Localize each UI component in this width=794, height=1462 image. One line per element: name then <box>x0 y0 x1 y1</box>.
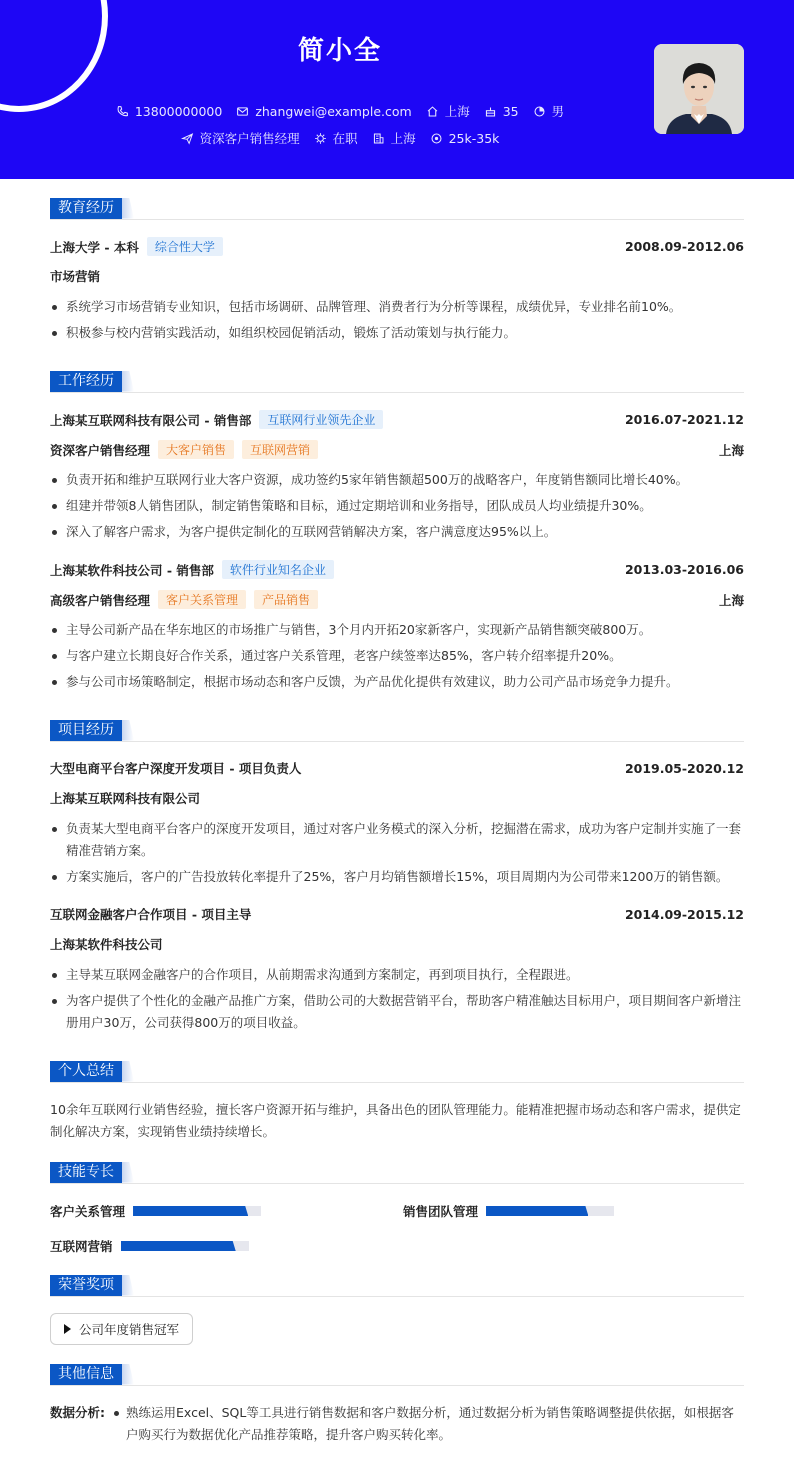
email-text: zhangwei@example.com <box>255 103 412 119</box>
skill-item <box>50 1202 261 1220</box>
list-item: 深入了解客户需求，为客户提供定制化的互联网营销解决方案，客户满意度达95%以上。 <box>50 521 744 543</box>
gear-icon <box>314 132 327 145</box>
skill-item <box>403 1202 614 1220</box>
resume-header <box>0 0 794 179</box>
section-label: 工作经历 <box>50 371 122 392</box>
section-title-other <box>50 1364 134 1384</box>
project-date: 2014.09-2015.12 <box>624 906 744 922</box>
job-location: 上海 <box>718 442 744 458</box>
triangle-right-icon <box>64 1324 71 1334</box>
home-icon <box>426 105 439 118</box>
list-item: 参与公司市场策略制定，根据市场动态和客户反馈，为产品优化提供有效建议，助力公司产品市场竞争力提升。 <box>50 671 744 693</box>
mail-icon <box>236 105 249 118</box>
skill-bar-fill <box>121 1241 236 1251</box>
job-title-item <box>181 129 300 147</box>
list-item: 组建并带领8人销售团队，制定销售策略和目标，通过定期培训和业务指导，团队成员人均业绩提升30%。 <box>50 495 744 517</box>
skill-tag: 互联网营销 <box>242 440 318 459</box>
skill-bar <box>133 1206 261 1216</box>
school-name: 上海大学 - 本科 <box>50 239 139 255</box>
section-title-projects <box>50 720 134 740</box>
company-name: 上海某互联网科技有限公司 - 销售部 <box>50 412 252 428</box>
phone-text: 13800000000 <box>134 103 223 119</box>
salary-item <box>430 131 500 146</box>
job-title-text: 资深客户销售经理 <box>199 131 300 146</box>
job-row <box>0 129 680 147</box>
summary-text: 10余年互联网行业销售经验，擅长客户资源开拓与维护，具备出色的团队管理能力。能精准把握市场动态和客户需求，提供定制化解决方案，实现销售业绩持续增长。 <box>50 1102 741 1139</box>
project-title: 大型电商平台客户深度开发项目 - 项目负责人 <box>50 761 302 776</box>
divider <box>50 219 744 220</box>
skill-name: 销售团队管理 <box>403 1204 479 1219</box>
list-item: 主导公司新产品在华东地区的市场推广与销售，3个月内开拓20家新客户，实现新产品销售额突破800万。 <box>50 619 744 641</box>
project-date: 2019.05-2020.12 <box>624 760 744 776</box>
cake-icon <box>484 105 497 118</box>
school-tag: 综合性大学 <box>147 237 223 256</box>
company-tag: 互联网行业领先企业 <box>259 410 383 429</box>
skill-tag: 大客户销售 <box>158 440 234 459</box>
other-info-label: 数据分析: <box>50 1405 105 1420</box>
skill-tag: 客户关系管理 <box>158 590 246 609</box>
section-label: 个人总结 <box>50 1061 122 1082</box>
section-title-skills <box>50 1162 134 1182</box>
project-header <box>50 905 744 923</box>
gender-text: 男 <box>551 104 565 119</box>
education-date: 2008.09-2012.06 <box>624 239 744 254</box>
age-item <box>484 104 519 119</box>
job-header <box>50 560 744 579</box>
list-item: 系统学习市场营销专业知识，包括市场调研、品牌管理、消费者行为分析等课程，成绩优异，专业排名前10%。 <box>50 296 744 318</box>
divider <box>50 741 744 742</box>
divider <box>50 1082 744 1083</box>
gender-icon <box>533 105 546 118</box>
gender-item <box>533 102 565 120</box>
award-toggle[interactable] <box>50 1313 193 1345</box>
section-label: 其他信息 <box>50 1364 122 1385</box>
project-title: 互联网金融客户合作项目 - 项目主导 <box>50 907 252 922</box>
section-label: 技能专长 <box>50 1162 122 1183</box>
candidate-name: 简小全 <box>297 36 382 66</box>
section-title-work <box>50 371 134 391</box>
project-header <box>50 759 744 777</box>
company-tag: 软件行业知名企业 <box>222 560 334 579</box>
divider <box>50 1296 744 1297</box>
divider <box>50 1183 744 1184</box>
target-city-text: 上海 <box>390 131 416 146</box>
target-city-item <box>372 129 416 147</box>
building-icon <box>372 132 385 145</box>
job-header <box>50 410 744 429</box>
contact-row <box>0 102 680 120</box>
project-org-row <box>50 935 744 953</box>
job-date: 2016.07-2021.12 <box>624 412 744 427</box>
city-text: 上海 <box>444 104 470 119</box>
status-text: 在职 <box>332 131 358 146</box>
company-name: 上海某软件科技公司 - 销售部 <box>50 562 214 578</box>
list-item: 为客户提供了个性化的金融产品推广方案，借助公司的大数据营销平台，帮助客户精准触达目标用户，项目期间客户新增注册用户30万，公司获得800万的项目收益。 <box>50 990 744 1034</box>
list-item: 负责开拓和维护互联网行业大客户资源，成功签约5家年销售额超500万的战略客户，年度销售额同比增长40%。 <box>50 469 744 491</box>
phone-item <box>116 104 222 119</box>
list-item: 主导某互联网金融客户的合作项目，从前期需求沟通到方案制定，再到项目执行，全程跟进。 <box>50 964 744 986</box>
project-org: 上海某互联网科技有限公司 <box>50 791 201 806</box>
divider <box>50 1385 744 1386</box>
major-name: 市场营销 <box>50 269 101 284</box>
list-item: 方案实施后，客户的广告投放转化率提升了25%，客户月均销售额增长15%，项目周期内为公司带来1200万的销售额。 <box>50 866 744 888</box>
skill-bar <box>121 1241 249 1251</box>
email-item <box>236 104 411 119</box>
list-item: 与客户建立长期良好合作关系，通过客户关系管理，老客户续签率达85%，客户转介绍率提升20%。 <box>50 645 744 667</box>
section-label: 荣誉奖项 <box>50 1275 122 1296</box>
position-row <box>50 590 744 609</box>
position-name: 高级客户销售经理 <box>50 592 151 608</box>
coin-icon <box>430 132 443 145</box>
skill-bar-fill <box>133 1206 248 1216</box>
section-title-honors <box>50 1275 134 1295</box>
skill-name: 互联网营销 <box>50 1239 113 1254</box>
phone-icon <box>116 105 129 118</box>
position-row <box>50 440 744 459</box>
skill-tag: 产品销售 <box>254 590 318 609</box>
other-info-text: 熟练运用Excel、SQL等工具进行销售数据和客户数据分析，通过数据分析为销售策略调整提供依据，如根据客户购买行为数据优化产品推荐策略，提升客户购买转化率。 <box>106 1402 744 1446</box>
other-info-row <box>50 1402 744 1446</box>
job-location: 上海 <box>718 592 744 608</box>
section-title-summary <box>50 1061 134 1081</box>
skill-item <box>50 1237 249 1255</box>
list-item: 负责某大型电商平台客户的深度开发项目，通过对客户业务模式的深入分析，挖掘潜在需求，成功为客户定制并实施了一套精准营销方案。 <box>50 818 744 862</box>
position-name: 资深客户销售经理 <box>50 442 151 458</box>
job-date: 2013.03-2016.06 <box>624 562 744 577</box>
skill-name: 客户关系管理 <box>50 1204 126 1219</box>
section-title-education <box>50 198 134 218</box>
avatar-photo <box>654 44 744 134</box>
skill-bar-fill <box>486 1206 588 1216</box>
send-icon <box>181 132 194 145</box>
section-label: 项目经历 <box>50 720 122 741</box>
status-item <box>314 129 358 147</box>
project-org: 上海某软件科技公司 <box>50 937 163 952</box>
project-org-row <box>50 789 744 807</box>
divider <box>50 392 744 393</box>
city-item <box>426 102 470 120</box>
education-header <box>50 237 744 256</box>
major-row <box>50 267 744 285</box>
award-label: 公司年度销售冠军 <box>79 1322 180 1337</box>
list-item: 积极参与校内营销实践活动，如组织校园促销活动，锻炼了活动策划与执行能力。 <box>50 322 744 344</box>
section-label: 教育经历 <box>50 198 122 219</box>
skill-bar <box>486 1206 614 1216</box>
age-text: 35 <box>502 103 519 119</box>
salary-text: 25k-35k <box>448 130 500 146</box>
